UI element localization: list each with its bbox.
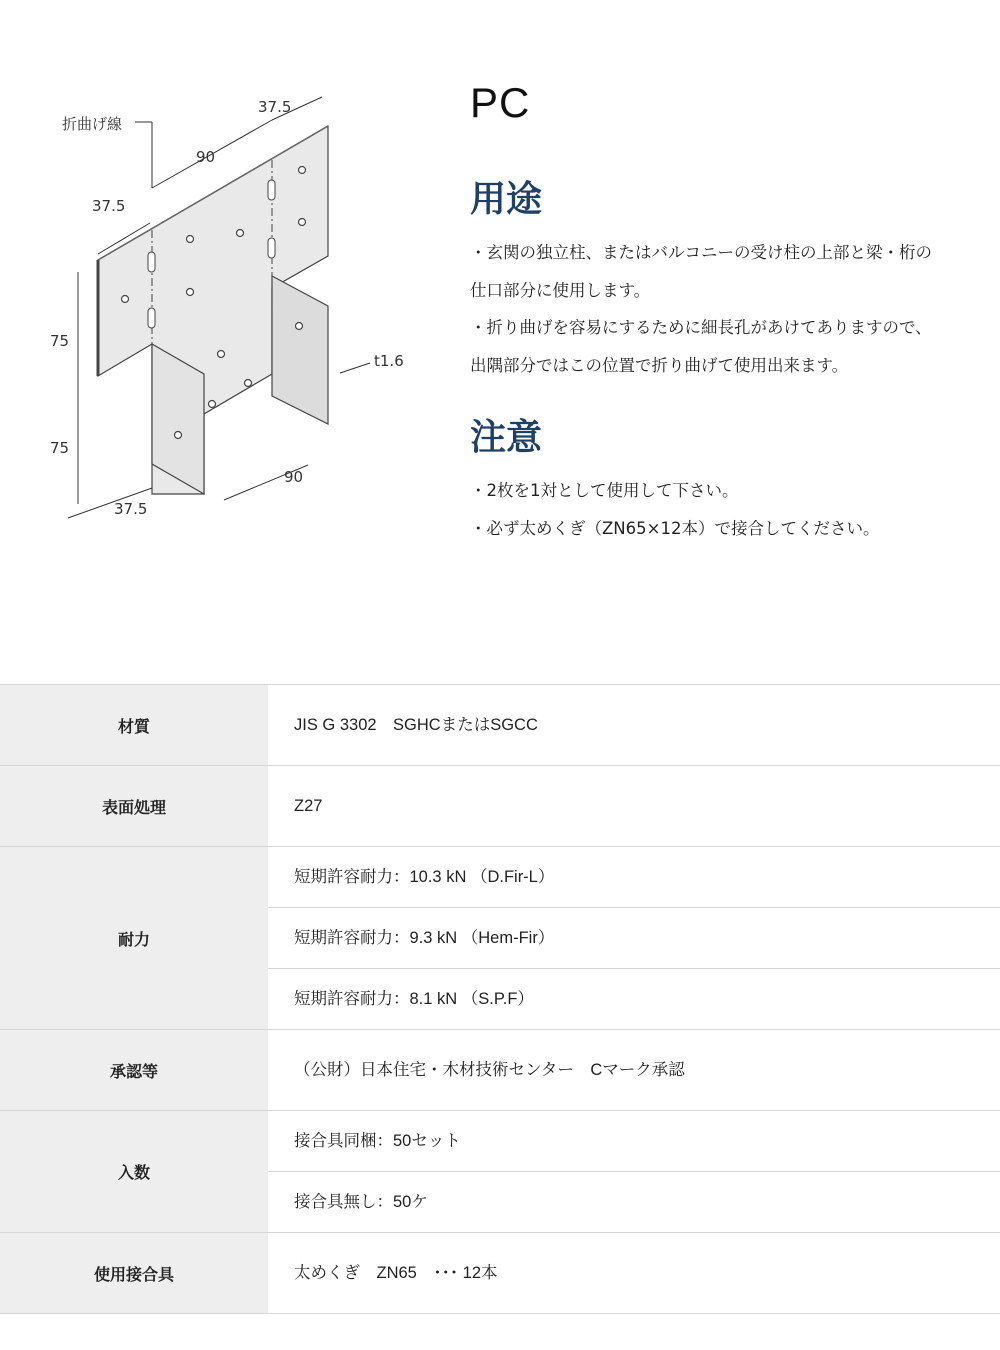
product-info [470, 70, 990, 547]
dim-upper-height: 75 [50, 332, 70, 350]
note-line: ・2枚を1対として使用して下さい。 [470, 481, 739, 500]
spec-label: 入数 [0, 1111, 268, 1232]
dim-lower-height: 75 [50, 439, 70, 457]
product-title: PC [470, 79, 531, 126]
usage-line: ・玄関の独立柱、またはバルコニーの受け柱の上部と梁・桁の [470, 243, 932, 262]
spec-value: JIS G 3302 SGHCまたはSGCC [294, 716, 538, 734]
dim-top-width: 90 [196, 148, 216, 166]
usage-heading: 用途 [470, 178, 543, 220]
spec-value: Z27 [294, 797, 323, 815]
dim-bottom-left: 37.5 [114, 500, 148, 518]
spec-row-quantity [0, 1111, 1000, 1233]
spec-value: 接合具同梱：50セット [268, 1111, 1000, 1172]
spec-value: （公財）日本住宅・木材技術センター Cマーク承認 [294, 1061, 685, 1079]
spec-table [0, 684, 1000, 1314]
spec-row-strength [0, 847, 1000, 1030]
spec-value: 太めくぎ ZN65 ･･･ 12本 [294, 1264, 498, 1282]
bracket-diagram [40, 80, 430, 540]
bracket-drawing [40, 80, 430, 540]
dim-top-right: 37.5 [258, 98, 292, 116]
spec-value: 短期許容耐力：9.3 kN （Hem-Fir） [268, 908, 1000, 969]
note-line: ・必ず太めくぎ（ZN65×12本）で接合してください。 [470, 518, 880, 538]
usage-text [470, 234, 990, 384]
spec-row-surface [0, 766, 1000, 847]
spec-row-fasteners [0, 1233, 1000, 1314]
dim-bottom-right: 90 [284, 468, 304, 486]
note-heading: 注意 [470, 416, 543, 458]
spec-value: 接合具無し：50ケ [294, 1193, 428, 1211]
usage-line: 仕口部分に使用します。 [470, 280, 651, 300]
usage-line: ・折り曲げを容易にするために細長孔があけてありますので、 [470, 318, 932, 337]
spec-value: 短期許容耐力：10.3 kN （D.Fir-L） [268, 847, 1000, 908]
spec-label: 表面処理 [0, 766, 268, 846]
spec-label: 使用接合具 [0, 1233, 268, 1313]
note-text [470, 472, 990, 547]
dim-top-left: 37.5 [92, 197, 126, 215]
usage-line: 出隅部分ではこの位置で折り曲げて使用出来ます。 [470, 355, 849, 375]
fold-line-label: 折曲げ線 [62, 115, 123, 133]
spec-label: 承認等 [0, 1030, 268, 1110]
product-overview [0, 0, 1000, 640]
spec-label: 材質 [0, 685, 268, 765]
spec-value: 短期許容耐力：8.1 kN （S.P.F） [294, 990, 534, 1008]
spec-row-material [0, 685, 1000, 766]
spec-row-approval [0, 1030, 1000, 1111]
plate-right-flange [272, 276, 328, 424]
spec-label: 耐力 [0, 847, 268, 1029]
thickness-label: t1.6 [374, 352, 404, 370]
